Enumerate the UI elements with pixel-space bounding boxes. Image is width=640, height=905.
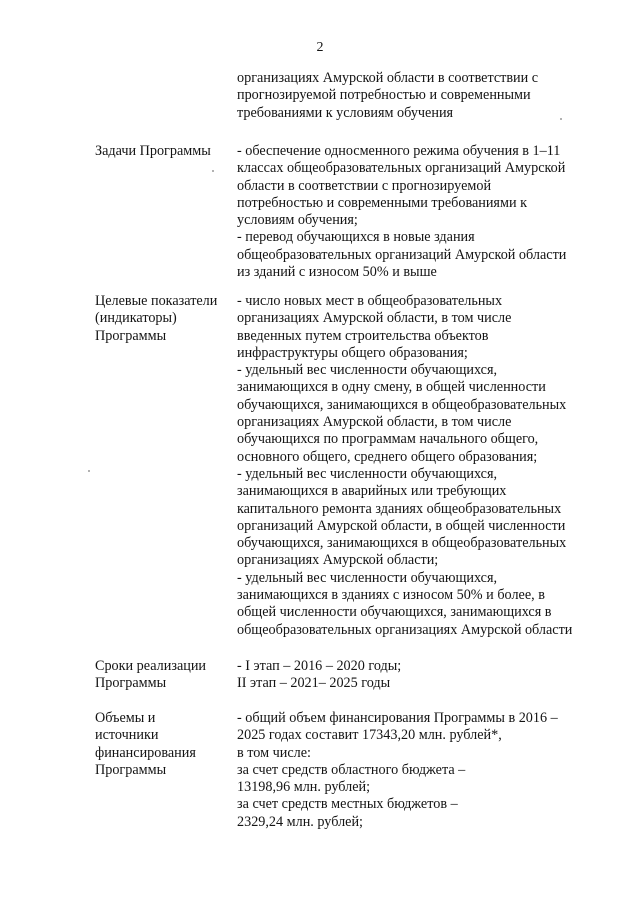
continuation-text bbox=[237, 70, 612, 122]
text-line: в том числе: bbox=[237, 744, 311, 761]
section-label bbox=[95, 658, 235, 693]
text-line: требованиями к условиям обучения bbox=[237, 104, 454, 121]
text-line: 2329,24 млн. рублей; bbox=[237, 813, 363, 830]
label-line: Сроки реализации bbox=[95, 658, 207, 674]
text-line: 2025 годах составит 17343,20 млн. рублей*, bbox=[237, 727, 502, 744]
scan-speck bbox=[560, 118, 562, 120]
text-line: - удельный вес численности обучающихся, bbox=[237, 569, 498, 586]
label-line: финансирования bbox=[95, 744, 196, 761]
text-line: введенных путем строительства объектов bbox=[237, 327, 489, 344]
label-line: Программы bbox=[95, 761, 167, 778]
label-line: Задачи Программы bbox=[95, 143, 211, 159]
text-line: II этап – 2021– 2025 годы bbox=[237, 675, 391, 692]
text-line: обучающихся, занимающихся в общеобразовательных bbox=[237, 396, 567, 413]
text-line: - I этап – 2016 – 2020 годы; bbox=[237, 658, 402, 674]
scan-speck bbox=[212, 170, 214, 172]
text-line: классах общеобразовательных организаций Амурской bbox=[237, 160, 566, 177]
text-line: организациях Амурской области, в том числе bbox=[237, 414, 512, 431]
text-line: организациях Амурской области в соответствии с bbox=[237, 70, 539, 86]
section-text bbox=[237, 293, 612, 639]
text-line: занимающихся в аварийных или требующих bbox=[237, 483, 507, 500]
section-text bbox=[237, 710, 612, 831]
section-label bbox=[95, 710, 235, 779]
label-line: (индикаторы) bbox=[95, 310, 177, 327]
text-line: условиям обучения; bbox=[237, 212, 358, 229]
text-line: из зданий с износом 50% и выше bbox=[237, 264, 437, 281]
text-line: - обеспечение односменного режима обучения в 1–11 bbox=[237, 143, 561, 159]
label-line: Целевые показатели bbox=[95, 293, 218, 309]
text-line: 13198,96 млн. рублей; bbox=[237, 779, 371, 796]
text-line: обучающихся по программам начального общего, bbox=[237, 431, 539, 448]
text-line: занимающихся в одну смену, в общей численности bbox=[237, 379, 546, 396]
text-line: за счет средств областного бюджета – bbox=[237, 761, 466, 778]
text-line: общеобразовательных организаций Амурской области bbox=[237, 246, 567, 263]
label-line: Программы bbox=[95, 675, 167, 692]
text-line: занимающихся в зданиях с износом 50% и более, в bbox=[237, 587, 545, 604]
section-text bbox=[237, 658, 612, 693]
text-line: общеобразовательных организациях Амурской области bbox=[237, 621, 573, 638]
text-line: капитального ремонта зданиях общеобразовательных bbox=[237, 500, 562, 517]
text-line: - число новых мест в общеобразовательных bbox=[237, 293, 503, 309]
text-line: области в соответствии с прогнозируемой bbox=[237, 177, 492, 194]
text-line: основного общего, среднего общего образования; bbox=[237, 448, 538, 465]
section-label bbox=[95, 293, 235, 345]
text-line: организациях Амурской области; bbox=[237, 552, 439, 569]
text-line: - общий объем финансирования Программы в 2016 – bbox=[237, 710, 558, 726]
text-line: прогнозируемой потребностью и современными bbox=[237, 87, 531, 104]
text-line: организаций Амурской области, в общей численности bbox=[237, 517, 566, 534]
text-line: обучающихся, занимающихся в общеобразовательных bbox=[237, 535, 567, 552]
label-line: Программы bbox=[95, 327, 167, 344]
text-line: потребностью и современными требованиями к bbox=[237, 194, 527, 211]
text-line: - удельный вес численности обучающихся, bbox=[237, 362, 498, 379]
text-line: организациях Амурской области, в том числе bbox=[237, 310, 512, 327]
text-line: инфраструктуры общего образования; bbox=[237, 344, 468, 361]
text-line: - перевод обучающихся в новые здания bbox=[237, 229, 475, 246]
text-line: за счет средств местных бюджетов – bbox=[237, 796, 458, 813]
section-text bbox=[237, 143, 612, 281]
text-line: общей численности обучающихся, занимающихся в bbox=[237, 604, 552, 621]
scan-speck bbox=[88, 470, 90, 472]
text-line: - удельный вес численности обучающихся, bbox=[237, 465, 498, 482]
label-line: Объемы и bbox=[95, 710, 156, 726]
label-line: источники bbox=[95, 727, 159, 744]
section-label bbox=[95, 143, 235, 160]
page-number: 2 bbox=[316, 40, 324, 55]
